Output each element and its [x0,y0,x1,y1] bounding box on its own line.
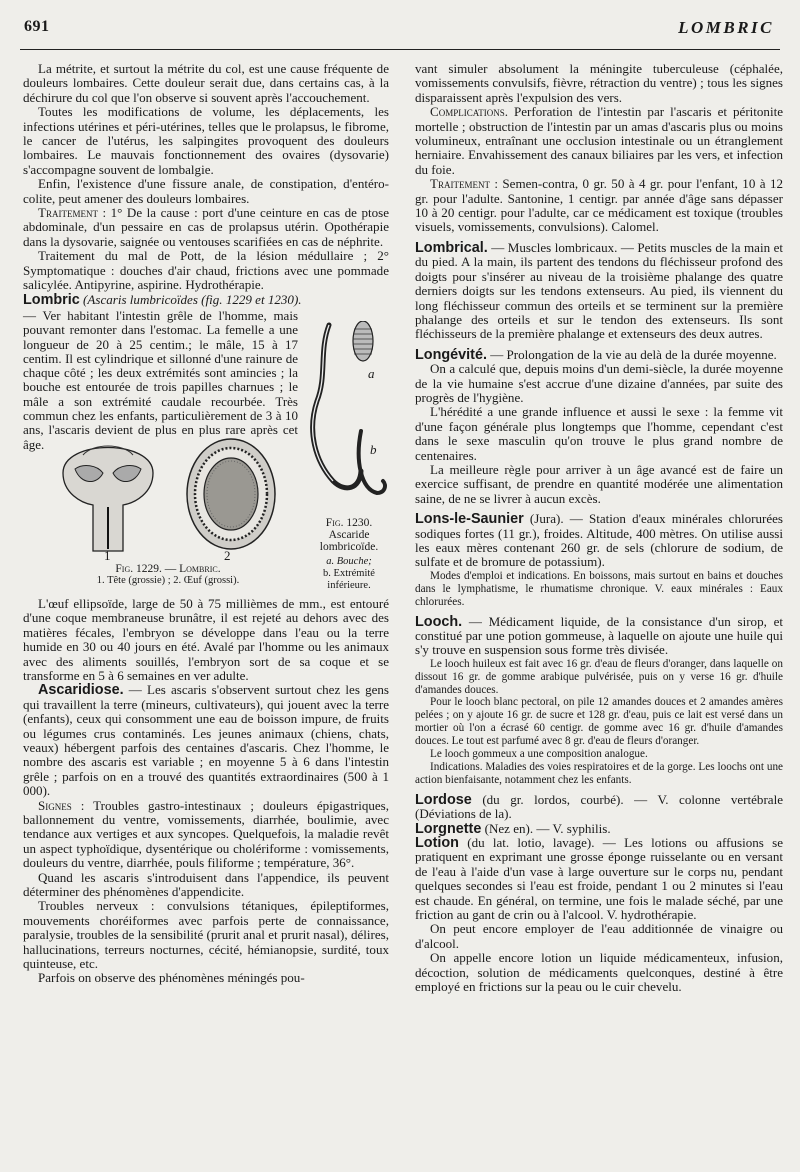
headword: Longévité. [415,346,487,363]
label: Signes [38,797,72,813]
paragraph [23,799,389,871]
ascaris-egg-illustration [183,435,279,553]
figure-caption-1230 [307,517,391,592]
headword: Lotion [415,835,459,852]
paragraph [415,105,783,177]
paragraph-text: Perforation de l'intestin par l'ascaris et péritonite mortelle ; obstruction de l'intestin par un amas d'ascaris plus ou moins volumineux, entraînant une occlusion intestinale ou un étranglement herniaire. Envahissement des canaux biliaires par les vers, et infection du foie. [415,104,783,177]
caption-legend: a. Bouche; [326,555,372,567]
entry-text: (Jura). — Station d'eaux minérales chlorurées sodiques fortes (11 gr.), froides. Altitude, 400 mètres. On utilise aussi les eaux mères contenant 260 gr. de sels (chlorure de sodium, de sulfate et de bromure de potassium). [415,511,783,570]
paragraph [415,177,783,235]
paragraph [23,206,389,249]
paragraph: On a calculé que, depuis moins d'un demi-siècle, la durée moyenne de la vie humaine s'est accrue d'une dizaine d'années, par suite des progrès de l'hygiène. [415,361,783,405]
headword: Ascaridiose. [38,682,124,699]
caption-legend: inférieure. [327,579,371,591]
entry-text: — Ver habitant l'intestin grêle de l'homme, mais pouvant remonter dans l'estomac. La femelle a une longueur de 20 à 25 centim.; le mâle, 15 à 17 centim. Il est cylindrique et sillonné d'une rainure de chaque côté ; les deux extrémités sont amincies ; la bouche est entourée de trois papilles charnues ; le mâle a son extrémité caudale recourbée. Très commun chez les enfants, particulièrement de 3 à 10 ans, l'ascaris devient de plus en plus rare après cet âge. [23,307,298,452]
label: Complications. [430,104,508,120]
entry-lorgnette [415,822,783,836]
paragraph: La meilleure règle pour arriver à un âge avancé est de faire un exercice suffisant, de prendre en quantité modérée une alimentation saine, de ne se livrer à aucun excès. [415,461,783,506]
paragraph: Quand les ascaris s'introduisent dans l'appendice, ils peuvent déterminer des phénomènes d'appendicite. [23,869,389,900]
paragraph-text: : Semen-contra, 0 gr. 50 à 4 gr. pour l'enfant, 10 à 12 gr. pour l'adulte. Santonine, 1 centigr. par année d'âge sans dépasser 10 à 20 centigr. pour l'adulte, car ce médicament est toxique (troubles visuels, vomissements, convulsions). Calomel. [415,176,783,235]
paragraph: Le looch gommeux a une composition analogue. [430,748,648,761]
entry-subtitle: (Ascaris lumbricoïdes (fig. 1229 et 1230). [83,291,302,307]
paragraph-text: : 1° De la cause : port d'une ceinture en cas de ptose abdominale, d'un pessaire en cas de prolapsus utérin. Opothérapie dans la dysovarie, saignée ou ventouses scarifiées en cas de néphrite. [23,205,389,249]
entry-lombrical [415,241,783,342]
entry-text: — Médicament liquide, de la consistance d'un sirop, et constitué par une potion gommeuse, à laquelle on ajoute une huile qui s'y trouve en suspension sous forme très divisée. [415,613,783,658]
headword: Lorgnette [415,820,482,837]
entry-lotion [415,836,783,922]
label: Traitement [38,205,98,221]
paragraph: Modes d'emploi et indications. En boissons, mais surtout en bains et douches dans le lymphatisme, le rhumatisme chronique. V. eaux minérales : Eaux chlorurées. [415,569,783,608]
caption-title: Fig. 1229. — Lombric. [115,562,221,575]
entry-text: (du gr. lordos, courbé). — V. colonne vertébrale (Déviations de la). [415,791,783,822]
figure-label-b: b [370,441,377,457]
paragraph: Toutes les modifications de volume, les déplacements, les infections utérines et péri-utérines, telles que le prolapsus, le fibrome, le cancer de l'utérus, les salpingites provoquent des douleurs lombaires. Le mauvais fonctionnement des ovaires (dysovarie) s'accompagne souvent de lombalgie. [23,104,389,177]
entry-text: (Nez en). — V. syphilis. [484,820,611,836]
entry-text: — Muscles lombricaux. — Petits muscles de la main et du pied. A la main, ils partent des tendons du fléchisseur profond des doigts pour s'insérer au niveau de la troisième phalange des quatre derniers doigts sur les tendons extenseurs. Au pied, ils viennent du long fléchisseur commun des orteils et se terminent sur la première phalange des orteils et sur le tendon des extenseurs. Ils sont fléchisseurs de la première phalange et extenseurs des deux autres. [415,239,783,342]
entry-looch [415,615,783,658]
paragraph: On appelle encore lotion un liquide médicamenteux, infusion, décoction, solution de médicaments quelconques, destiné à être employé en frictions sur la peau ou le cuir chevelu. [415,950,783,995]
entry-longevite [415,348,783,362]
caption-line: Ascaride [328,528,370,541]
figure-number-1: 1 [104,547,111,563]
headword: Lombrical. [415,239,488,256]
entry-lordose [415,793,783,822]
left-column [23,62,389,986]
header-rule [20,49,780,50]
lombric-head-illustration [53,433,163,553]
entry-text: (du lat. lotio, lavage). — Les lotions ou affusions se pratiquent en exprimant une grosse éponge ruisselante ou en versant de l'eau à l'aide d'un vase à large ouverture sur le corps nu, pendant quelques secondes si l'eau est froide, pendant 1 ou 2 minutes si l'eau est chaude. En général, on termine, une fois le malade séché, par une friction au gant de crin ou à l'alcool. V. hydrothérapie. [415,835,783,923]
figure-caption-1229 [43,563,293,587]
entry-text: — Prolongation de la vie au delà de la durée moyenne. [490,346,777,362]
paragraph: Enfin, l'existence d'une fissure anale, de constipation, d'entéro-colite, peut amener des douleurs lombaires. [23,176,389,206]
entry-text: — Les ascaris s'observent surtout chez les gens qui travaillent la terre (mineurs, cultivateurs), qui jouent avec la terre (enfants), ceux qui consomment une eau de boisson impure, de fruits ou légumes crus contaminés. Les jeunes animaux (chiens, chats, veaux) hébergent parfois des centaines d'ascaris. Chez l'homme, le nombre des ascaris est variable ; en moyenne 5 à 6 dans l'intestin grêle ; parfois on en a trouvé des quantités extraordinaires (500 à 1 000). [23,682,389,799]
headword: Looch. [415,613,463,630]
paragraph: Le looch huileux est fait avec 16 gr. d'eau de fleurs d'oranger, dans laquelle on dissout 16 gr. de gomme arabique pulvérisée, puis on y verse 16 gr. d'huile d'amandes douces. [415,657,783,696]
figure-zone [23,307,389,591]
paragraph: Parfois on observe des phénomènes méningés pou- [38,970,305,986]
figure-label-a: a [368,365,375,381]
entry-ascaridiose [23,683,389,798]
caption-line: lombricoïde. [319,540,379,553]
paragraph-text: : Troubles gastro-intestinaux ; douleurs épigastriques, ballonnement du ventre, vomissements, diarrhée, boulimie, avec tendance aux vertiges et aux syncopes. Quelquefois, la maladie revêt un aspect typhoïdique, dysentérique ou cholériforme : vomissements, douleurs du ventre, diarrhée, pouls filiforme ; température, 36°. [23,797,389,871]
page-number: 691 [24,18,50,35]
page-header [0,0,800,50]
paragraph: La métrite, et surtout la métrite du col, est une cause fréquente de douleurs lombaires. Cette douleur serait due, dans certains cas, à la déchirure du col que l'on observe si souvent après l'accouchement. [23,61,389,105]
right-column [415,62,783,995]
paragraph: vant simuler absolument la méningite tuberculeuse (céphalée, vomissements convulsifs, fièvre, rétraction du ventre) ; tous les signes disparaissent après l'expulsion des vers. [415,61,783,105]
caption-legend: 1. Tête (grossie) ; 2. Œuf (grossi). [96,574,240,586]
paragraph: Traitement du mal de Pott, de la lésion médullaire ; 2° Symptomatique : douches d'air chaud, frictions avec une pommade salicylée. Antipyrine, aspirine. Hydrothérapie. [23,248,389,293]
ascaris-worm-illustration [305,321,391,511]
headword: Lordose [415,791,472,808]
paragraph: Indications. Maladies des voies respiratoires et de la gorge. Les loochs ont une action bienfaisante, notamment chez les enfants. [415,761,783,786]
paragraph: Pour le looch blanc pectoral, on pile 12 amandes douces et 2 amandes amères pelées ; on y ajoute 16 gr. de sucre et 128 gr. d'eau, puis ce lait est versé dans un mortier où l'on a écrasé 60 centigr. de gomme avec 16 gr. d'huile d'amandes douces. Le tout est parfumé avec 8 gr. d'eau de fleurs d'oranger. [415,696,783,748]
figure-number-2: 2 [224,547,231,563]
running-head: LOMBRIC [678,18,774,37]
headword: Lons-le-Saunier [415,511,524,528]
caption-title: Fig. 1230. [325,516,373,529]
paragraph: Troubles nerveux : convulsions tétaniques, épileptiformes, mouvements choréiformes avec parfois perte de connaissance, paralysie, troubles de la sensibilité (prurit anal et prurit nasal), délires, hallucinations, terreurs nocturnes, cécité, hémianopsie, surdité, toux quinteuse, etc. [23,898,389,972]
paragraph: L'hérédité a une grande influence et aussi le sexe : la femme vit d'une façon générale plus longtemps que l'homme, cependant c'est dans le sexe masculin qu'on trouve le plus grand nombre de centenaires. [415,404,783,463]
entry-lombric [23,293,389,307]
paragraph: On peut encore employer de l'eau additionnée de vinaigre ou d'alcool. [415,921,783,951]
label: Traitement [430,176,490,192]
caption-legend: b. Extrémité [323,567,375,579]
paragraph: L'œuf ellipsoïde, large de 50 à 75 millièmes de mm., est entouré d'une coque membraneuse brunâtre, il est rejeté au dehors avec des matières fécales, l'embryon se développe dans l'eau ou la terre humide en 30 ou 40 jours en été. Avalé par l'homme ou les animaux avec des aliments souillés, l'embryon sort de sa coque et se transforme en 5 à 6 semaines en ver adulte. [23,595,389,683]
headword: Lombric [23,291,80,308]
entry-lons-le-saunier [415,512,783,570]
